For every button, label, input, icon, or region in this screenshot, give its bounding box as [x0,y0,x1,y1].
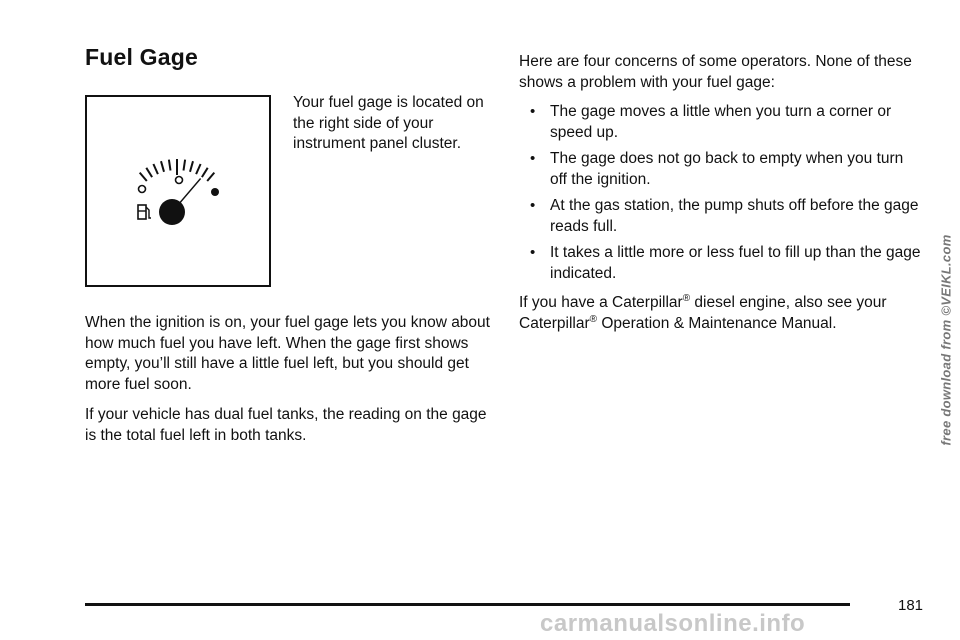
concerns-intro: Here are four concerns of some operators. None of these shows a problem with your fuel gage: [519,53,912,91]
bullet-icon: • [530,150,536,167]
registered-mark: ® [589,313,598,325]
list-item: • The gage does not go back to empty when you turn off the ignition. [530,150,904,188]
full-marker-icon [211,188,219,196]
page-title: Fuel Gage [85,44,198,70]
side-watermark: free download from ©VEIKL.com [938,234,954,446]
gage-location-text: Your fuel gage is located on the right side of your instrument panel cluster. [293,94,484,152]
footer-rule [85,603,850,606]
gauge-hub [159,199,185,225]
gauge-tick [190,161,193,172]
gauge-tick [140,173,147,181]
right-column [519,52,924,343]
concerns-list [519,102,924,284]
gauge-tick [161,161,164,172]
left-column [85,313,495,456]
gauge-tick [146,168,152,177]
gauge-tick [169,160,171,171]
half-marker-icon [176,177,183,184]
paragraph-dual-tanks: If your vehicle has dual fuel tanks, the reading on the gage is the total fuel left in both tanks. [85,406,487,444]
list-item: • It takes a little more or less fuel to fill up than the gage indicated. [530,244,921,282]
page-number: 181 [898,597,924,614]
gauge-tick [184,160,186,171]
gauge-tick [196,164,201,174]
gauge-tick [153,164,158,174]
list-item: • The gage moves a little when you turn a corner or speed up. [530,103,892,141]
gauge-tick [207,173,214,181]
caterpillar-note: If you have a Caterpillar® diesel engine, also see your Caterpillar® Operation & Maintenance Manual. [519,293,887,332]
bullet-icon: • [530,197,536,214]
gauge-tick [202,168,208,177]
bullet-icon: • [530,103,536,120]
registered-mark: ® [682,293,691,304]
fuel-gauge-svg [87,97,269,285]
bullet-icon: • [530,244,536,261]
fuel-pump-icon [138,205,151,219]
empty-marker-icon [139,186,146,193]
paragraph-ignition: When the ignition is on, your fuel gage lets you know about how much fuel you have left. When the gage first shows empty, you’ll still have a little fuel left, but you should get more fuel soon. [85,314,490,393]
list-item: • At the gas station, the pump shuts off before the gage reads full. [530,197,919,235]
bottom-watermark: carmanualsonline.info [540,610,806,637]
fuel-gauge-illustration [85,95,271,287]
